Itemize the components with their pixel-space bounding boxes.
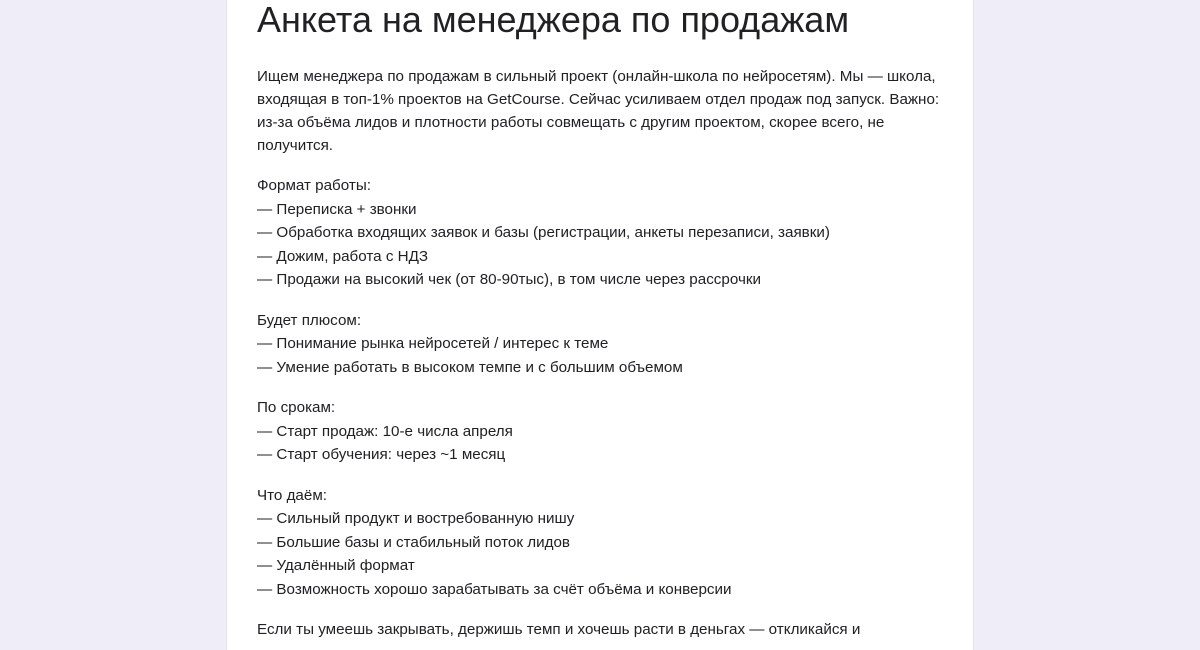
list-item: — Большие базы и стабильный поток лидов [257, 533, 570, 551]
list-item: — Продажи на высокий чек (от 80-90тыс), в том числе через рассрочки [257, 271, 761, 288]
section-plus [257, 309, 945, 380]
list-item: — Возможность хорошо зарабатывать за счёт объёма и конверсии [257, 580, 732, 598]
section-heading: Формат работы: [257, 177, 371, 194]
section-heading: По срокам: [257, 399, 336, 416]
form-title: Анкета на менеджера по продажам [257, 0, 850, 40]
section-timing [257, 396, 945, 467]
section-work-format [257, 174, 945, 292]
list-item: — Удалённый формат [257, 557, 415, 574]
list-item: — Старт продаж: 10-е числа апреля [257, 422, 513, 440]
list-item: — Старт обучения: через ~1 месяц [257, 446, 506, 463]
form-description: Ищем менеджера по продажам в сильный проект (онлайн-школа по нейросетям). Мы — школа, входящая в топ-1% проектов на GetCourse. Сейчас усиливаем отдел продаж под запуск. Важно: из-за объёма лидов и плотности работы совмещать с другим проектом, скорее всего, не получится. [257, 68, 940, 154]
list-item: — Дожим, работа с НДЗ [257, 247, 429, 265]
closing-text: Если ты умеешь закрывать, держишь темп и хочешь расти в деньгах — откликайся и [257, 621, 861, 638]
list-item: — Умение работать в высоком темпе и с большим объемом [257, 358, 683, 376]
list-item: — Понимание рынка нейросетей / интерес к теме [257, 335, 609, 352]
list-item: — Сильный продукт и востребованную нишу [257, 510, 575, 527]
form-header-card [226, 0, 974, 650]
section-heading: Что даём: [257, 486, 327, 504]
list-item: — Обработка входящих заявок и базы (регистрации, анкеты перезаписи, заявки) [257, 224, 830, 241]
section-what-we-give [257, 484, 945, 602]
section-heading: Будет плюсом: [257, 311, 362, 329]
list-item: — Переписка + звонки [257, 200, 417, 218]
